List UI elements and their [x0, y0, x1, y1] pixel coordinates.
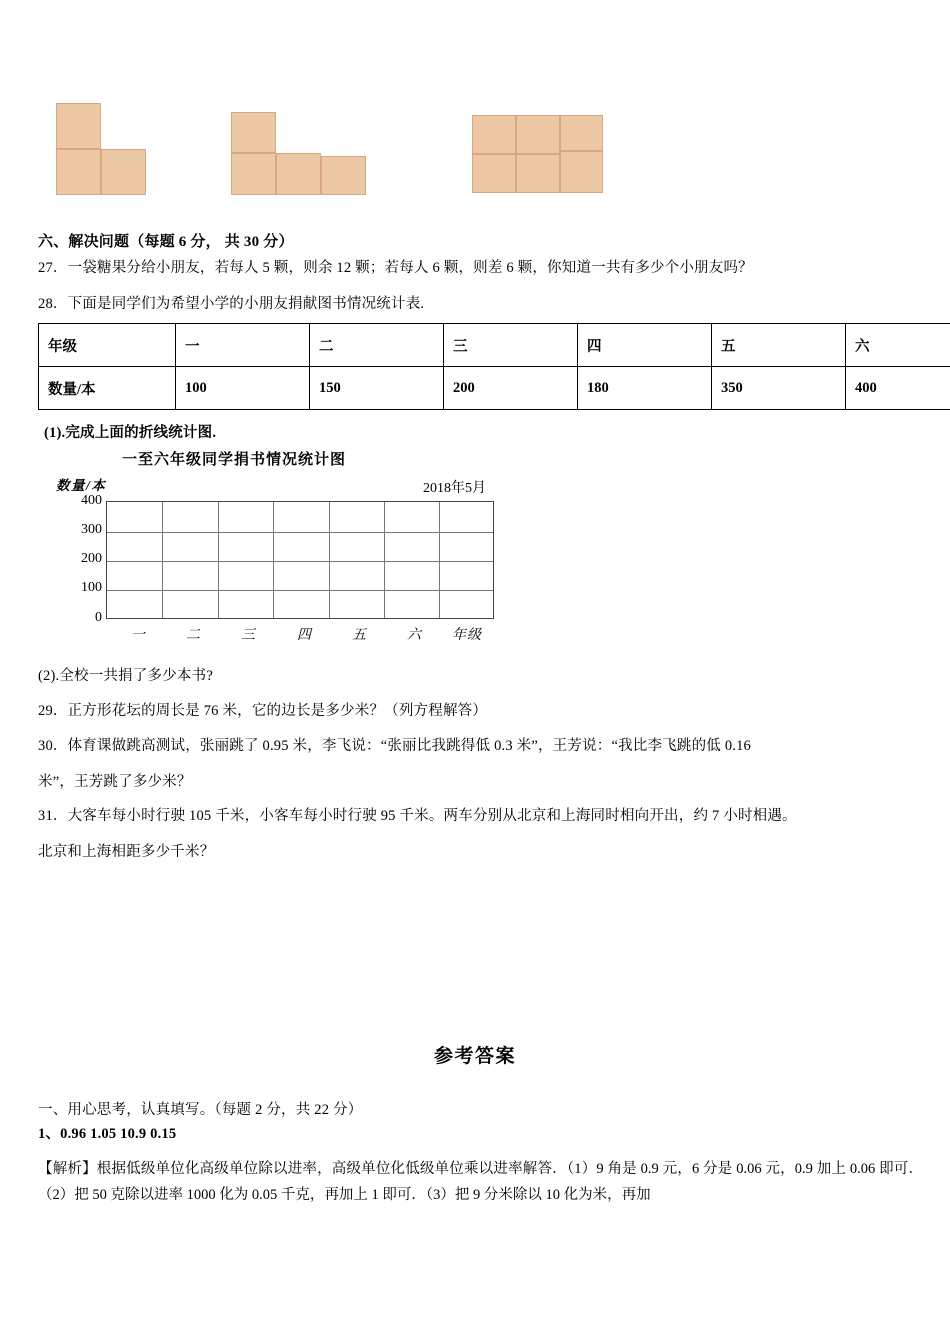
table-cell-count-1: 100 [176, 367, 310, 410]
chart-gridline-v-6 [439, 502, 440, 618]
table-cell-count-2: 150 [310, 367, 444, 410]
chart-gridline-v-5 [384, 502, 385, 618]
table-row-label-count: 数量/本 [39, 367, 176, 410]
chart-gridline-v-3 [273, 502, 274, 618]
shape2-cell-bottom-middle [276, 153, 321, 195]
chart-x-tick-grade-4: 四 [297, 628, 311, 643]
chart-y-tick-400: 400 [81, 493, 102, 508]
question-31-line-2: 北京和上海相距多少千米？ [38, 844, 215, 860]
question-30-line-2: 米”，王芳跳了多少米？ [38, 774, 192, 790]
table-cell-grade-4: 四 [578, 324, 712, 367]
question-30-line-1: 30．体育课做跳高测试，张丽跳了 0.95 米，李飞说：“张丽比我跳得低 0.3 米”，王芳说：“我比李飞跳的低 0.16 [38, 738, 752, 754]
chart-y-tick-300: 300 [81, 522, 102, 537]
table-cell-count-6: 400 [846, 367, 950, 410]
chart-y-tick-200: 200 [81, 551, 102, 566]
chart-gridline-v-4 [329, 502, 330, 618]
answers-section-one-heading: 一、用心思考，认真填写。（每题 2 分，共 22 分） [38, 1102, 363, 1118]
chart-x-tick-grade-1: 一 [131, 628, 145, 643]
shape3-cell-r1c2 [516, 115, 560, 154]
donation-statistics-table [38, 323, 950, 410]
question-31-line-1: 31．大客车每小时行驶 105 千米，小客车每小时行驶 95 千米。两车分别从北京和上海同时相向开出，约 7 小时相遇。 [38, 808, 797, 824]
chart-gridline-v-2 [218, 502, 219, 618]
table-cell-grade-1: 一 [176, 324, 310, 367]
chart-y-tick-0: 0 [95, 610, 102, 625]
section-six-heading: 六、解决问题（每题 6 分， 共 30 分） [38, 234, 294, 250]
table-cell-count-3: 200 [444, 367, 578, 410]
shape-four-square-l [231, 112, 366, 195]
table-cell-grade-2: 二 [310, 324, 444, 367]
table-cell-count-4: 180 [578, 367, 712, 410]
table-cell-grade-5: 五 [712, 324, 846, 367]
chart-plot-area [106, 501, 494, 619]
question-28-part-2: (2).全校一共捐了多少本书? [38, 668, 213, 684]
shape1-cell-top-left [56, 103, 101, 149]
shape3-cell-r1c3 [560, 115, 603, 151]
shape1-cell-bottom-left [56, 149, 101, 195]
question-27: 27．一袋糖果分给小朋友，若每人 5 颗，则余 12 颗；若每人 6 颗，则差 6 颗，你知道一共有多少个小朋友吗？ [38, 260, 753, 276]
chart-x-axis-label: 年级 [452, 628, 482, 643]
question-29: 29．正方形花坛的周长是 76 米，它的边长是多少米？（列方程解答） [38, 703, 488, 719]
shape3-cell-r1c1 [472, 115, 516, 154]
shape2-cell-top-left [231, 112, 276, 153]
chart-gridline-200 [107, 561, 493, 562]
chart-gridline-100 [107, 590, 493, 591]
chart-y-tick-100: 100 [81, 580, 102, 595]
shape-l-tromino [56, 103, 146, 195]
donation-line-chart [48, 448, 568, 656]
table-row-grades [39, 324, 950, 367]
shape-figures-row [0, 0, 950, 215]
question-28-part-1: (1).完成上面的折线统计图. [44, 425, 217, 441]
answers-item-1: 1、0.96 1.05 10.9 0.15 [38, 1126, 177, 1142]
chart-x-tick-grade-3: 三 [241, 628, 255, 643]
table-cell-grade-6: 六 [846, 324, 950, 367]
table-row-counts [39, 367, 950, 410]
shape-three-by-two-rectangle [472, 115, 603, 193]
chart-annotation: 2018年5月 [423, 481, 486, 496]
chart-title: 一至六年级同学捐书情况统计图 [122, 452, 347, 468]
shape2-cell-bottom-left [231, 153, 276, 195]
shape3-cell-r2c2 [516, 154, 560, 193]
chart-x-tick-grade-6: 六 [407, 628, 421, 643]
answers-section-title: 参考答案 [433, 1046, 516, 1067]
chart-gridline-300 [107, 532, 493, 533]
chart-gridline-v-1 [162, 502, 163, 618]
chart-x-tick-grade-2: 二 [186, 628, 200, 643]
table-row-label-grade: 年级 [39, 324, 176, 367]
question-28: 28．下面是同学们为希望小学的小朋友捐献图书情况统计表. [38, 296, 425, 312]
table-cell-grade-3: 三 [444, 324, 578, 367]
shape3-cell-r2c3 [560, 151, 603, 193]
shape2-cell-bottom-right [321, 156, 366, 195]
table-cell-count-5: 350 [712, 367, 846, 410]
answers-analysis-paragraph: 【解析】根据低级单位化高级单位除以进率，高级单位化低级单位乘以进率解答．（1）9 角是 0.9 元，6 分是 0.06 元，0.9 加上 0.06 即可．（2）把 50 克除以进率 1000 化为 0.05 千克，再加上 1 即可．（3）把 9 分米除以 10 化为米，再加 [38, 1161, 923, 1203]
shape1-cell-bottom-right [101, 149, 146, 195]
chart-x-tick-grade-5: 五 [352, 628, 366, 643]
chart-y-label: 数量/本 [56, 478, 107, 493]
shape3-cell-r2c1 [472, 154, 516, 193]
